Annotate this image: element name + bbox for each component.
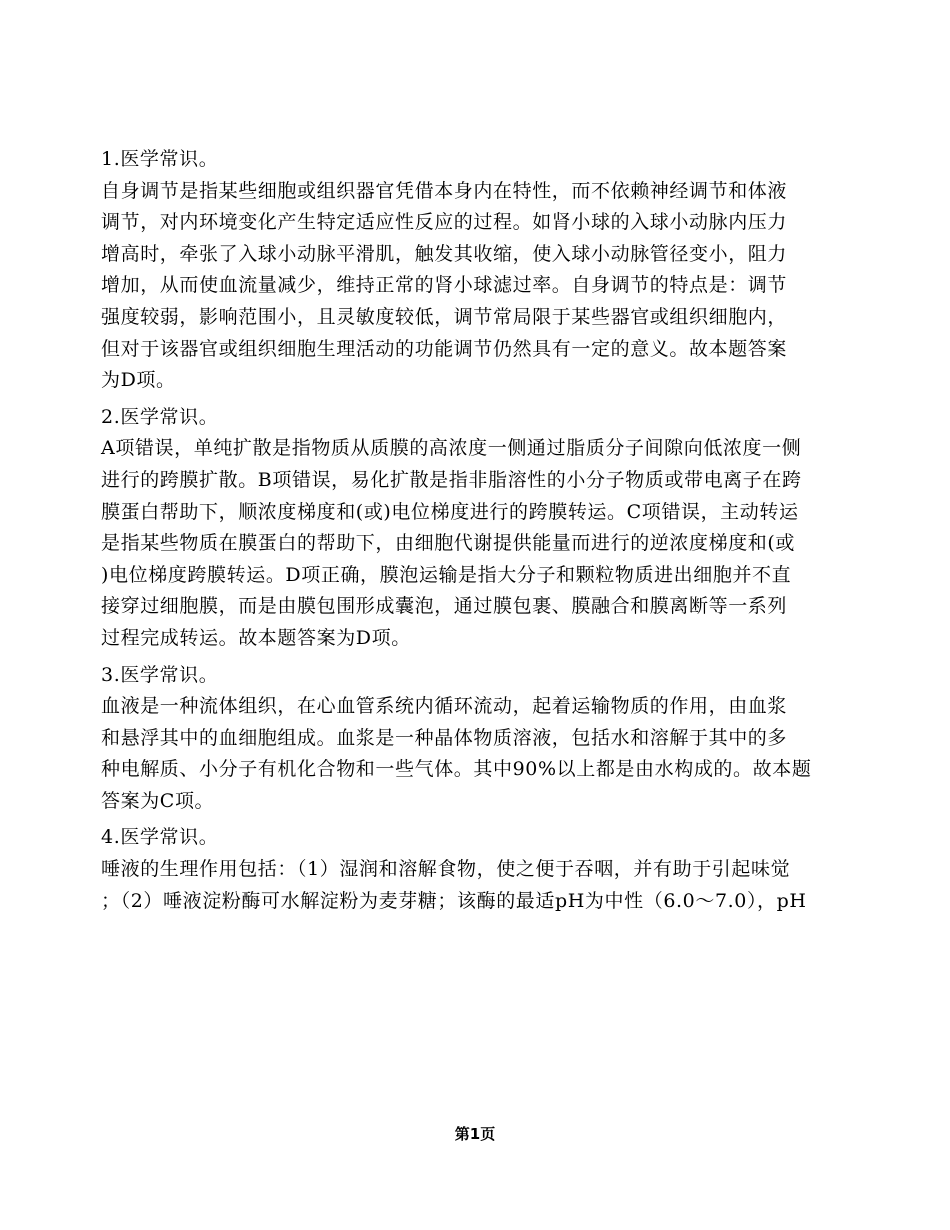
paragraph-line: 种电解质、小分子有机化合物和一些气体。其中90%以上都是由水构成的。故本题 xyxy=(101,758,812,781)
paragraph-line: ；（2）唾液淀粉酶可水解淀粉为麦芽糖；该酶的最适pH为中性（6.0～7.0），pH xyxy=(101,889,807,912)
paragraph-line: 是指某些物质在膜蛋白的帮助下，由细胞代谢提供能量而进行的逆浓度梯度和(或 xyxy=(101,532,796,555)
section-heading: 1.医学常识。 xyxy=(101,148,219,170)
answer-section-3 xyxy=(101,660,861,818)
paragraph-line: 增高时，牵张了入球小动脉平滑肌，触发其收缩，使入球小动脉管径变小，阻力 xyxy=(101,242,788,265)
paragraph-line: 过程完成转运。故本题答案为D项。 xyxy=(101,626,411,649)
paragraph-line: )电位梯度跨膜转运。D项正确，膜泡运输是指大分子和颗粒物质进出细胞并不直 xyxy=(101,563,792,586)
answer-section-1 xyxy=(101,144,861,397)
answer-section-2 xyxy=(101,402,861,655)
paragraph-line: 唾液的生理作用包括：（1）湿润和溶解食物，使之便于吞咽，并有助于引起味觉 xyxy=(101,858,791,881)
answer-content xyxy=(101,144,861,922)
answer-section-4 xyxy=(101,822,861,917)
paragraph-line: 接穿过细胞膜，而是由膜包围形成囊泡，通过膜包裹、膜融合和膜离断等一系列 xyxy=(101,595,788,618)
paragraph-line: 调节，对内环境变化产生特定适应性反应的过程。如肾小球的入球小动脉内压力 xyxy=(101,211,788,234)
paragraph-line: 增加，从而使血流量减少，维持正常的肾小球滤过率。自身调节的特点是：调节 xyxy=(101,274,788,297)
paragraph-line: 自身调节是指某些细胞或组织器官凭借本身内在特性，而不依赖神经调节和体液 xyxy=(101,179,788,202)
page-number: 第1页 xyxy=(454,1125,496,1143)
paragraph-line: 膜蛋白帮助下，顺浓度梯度和(或)电位梯度进行的跨膜转运。C项错误，主动转运 xyxy=(101,500,799,523)
paragraph-line: 强度较弱，影响范围小，且灵敏度较低，调节常局限于某些器官或组织细胞内， xyxy=(101,305,788,328)
paragraph-line: 为D项。 xyxy=(101,369,176,392)
section-heading: 2.医学常识。 xyxy=(101,405,219,428)
paragraph-line: 和悬浮其中的血细胞组成。血浆是一种晶体物质溶液，包括水和溶解于其中的多 xyxy=(101,726,788,749)
paragraph-line: 进行的跨膜扩散。B项错误，易化扩散是指非脂溶性的小分子物质或带电离子在跨 xyxy=(101,468,802,491)
section-heading: 3.医学常识。 xyxy=(101,663,219,686)
paragraph-line: 血液是一种流体组织，在心血管系统内循环流动，起着运输物质的作用，由血浆 xyxy=(101,695,788,718)
paragraph-line: 答案为C项。 xyxy=(101,789,215,812)
section-heading: 4.医学常识。 xyxy=(101,826,219,849)
paragraph-line: A项错误，单纯扩散是指物质从质膜的高浓度一侧通过脂质分子间隙向低浓度一侧 xyxy=(101,437,802,460)
paragraph-line: 但对于该器官或组织细胞生理活动的功能调节仍然具有一定的意义。故本题答案 xyxy=(101,337,788,360)
